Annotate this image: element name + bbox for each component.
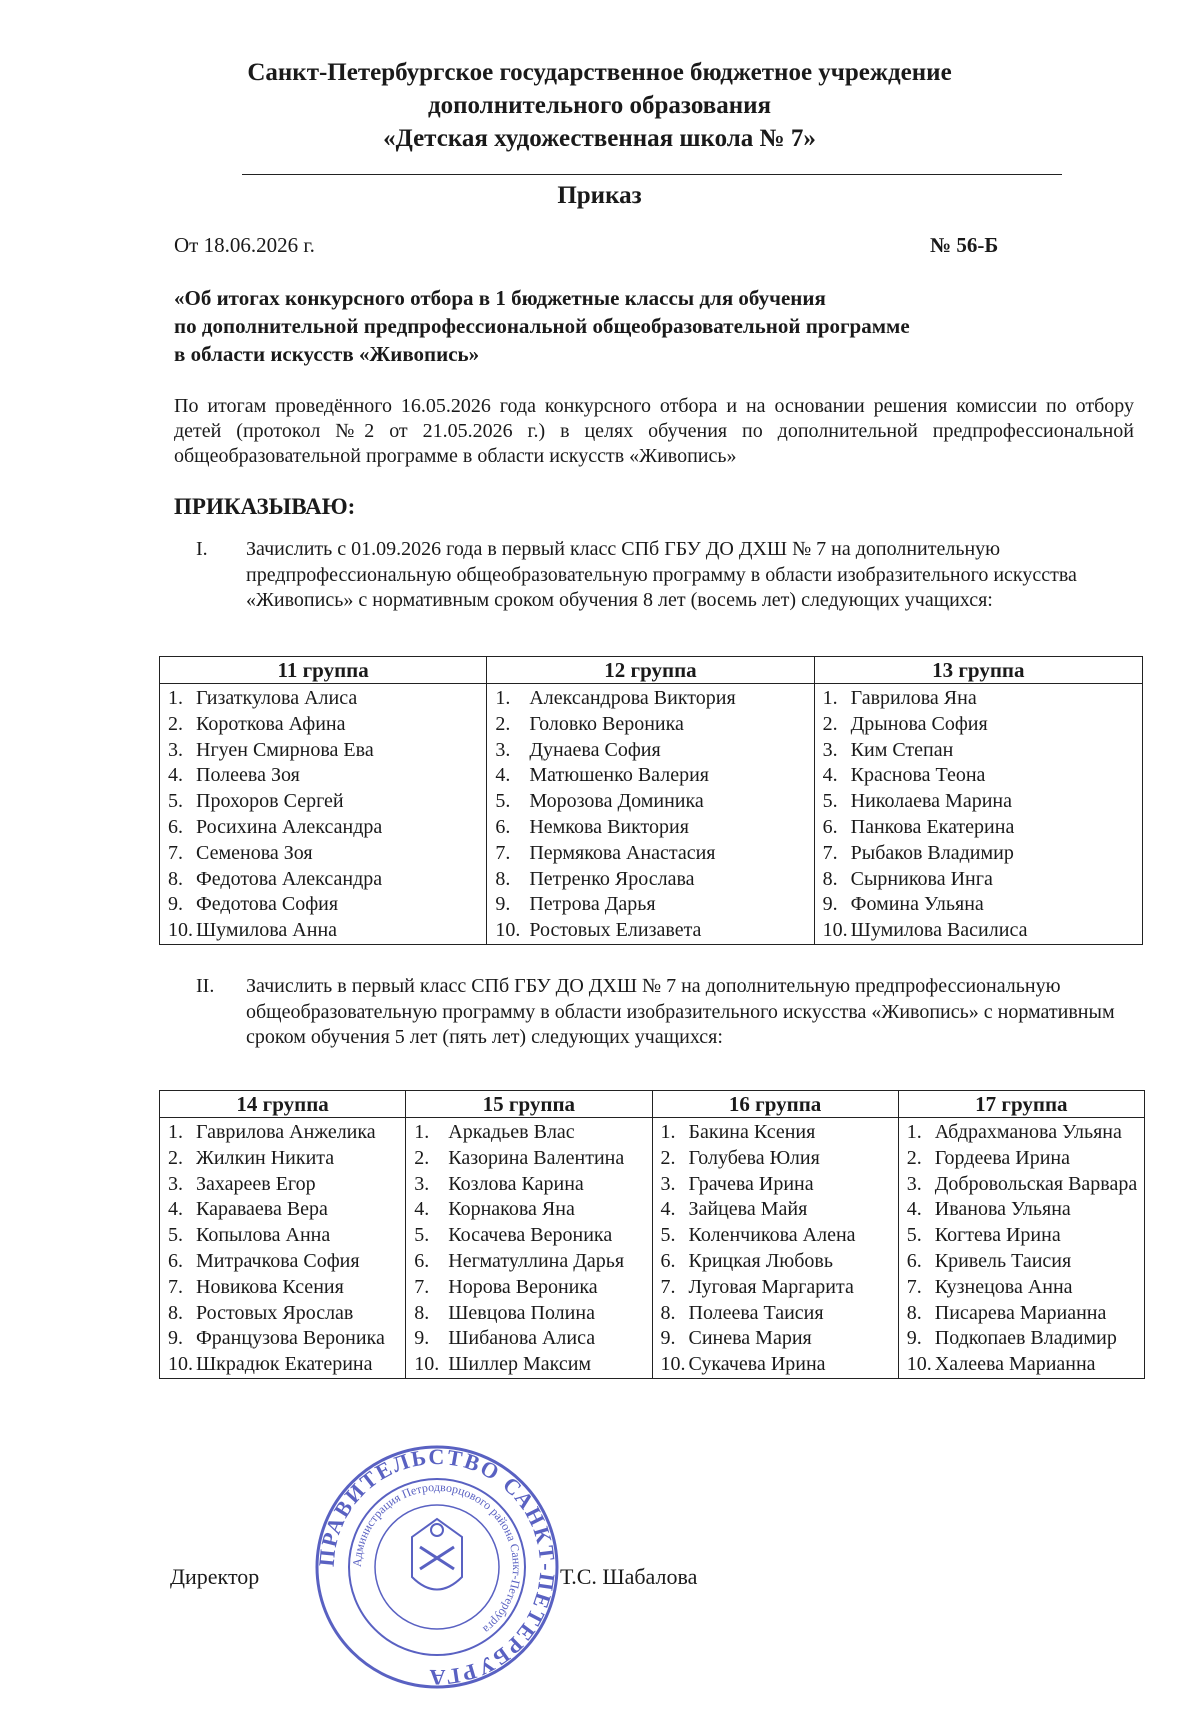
enrollment-table-5-years	[159, 1090, 1145, 1379]
list-item	[495, 815, 813, 841]
list-item-number: 8.	[906, 1301, 922, 1324]
enrollment-table-8-years	[159, 656, 1143, 945]
student-name: Александрова Виктория	[529, 687, 736, 709]
list-item	[823, 867, 1142, 893]
group-12-list	[487, 684, 814, 945]
list-item-number: 7.	[168, 1275, 183, 1298]
student-name: Косачева Вероника	[448, 1224, 613, 1247]
list-item	[661, 1120, 898, 1146]
list-item	[661, 1223, 898, 1249]
student-name: Шибанова Алиса	[448, 1327, 596, 1350]
student-name: Нгуен Смирнова Ева	[196, 738, 374, 761]
list-item	[907, 1326, 1144, 1352]
list-item	[823, 712, 1142, 738]
student-name: Сукачева Ирина	[688, 1353, 826, 1376]
list-item-number: 6.	[822, 815, 838, 838]
list-item-number: 1.	[660, 1121, 676, 1143]
student-name: Краснова Теона	[850, 764, 986, 787]
list-item-number: 9.	[822, 893, 838, 916]
table-body-row	[160, 684, 1143, 945]
list-item-number: 1.	[168, 687, 183, 709]
list-item	[907, 1352, 1144, 1378]
list-item	[495, 892, 813, 918]
order-number: № 56-Б	[930, 233, 999, 257]
list-item-number: 3.	[168, 738, 183, 761]
list-item	[168, 1249, 405, 1275]
student-name: Ростовых Ярослав	[196, 1301, 354, 1324]
director-label: Директор	[170, 1564, 260, 1589]
list-item	[661, 1146, 898, 1172]
student-name: Грачева Ирина	[688, 1172, 814, 1195]
list-item-number: 5.	[414, 1224, 430, 1247]
list-item-number: 2.	[168, 712, 183, 735]
director-name: Т.С. Шабалова	[560, 1564, 698, 1589]
list-item-number: 6.	[660, 1249, 676, 1272]
list-item-number: 10.	[168, 919, 193, 942]
group-14-header: 14 группа	[160, 1091, 406, 1118]
list-item	[661, 1301, 898, 1327]
list-item-number: 8.	[414, 1301, 430, 1324]
list-item	[907, 1223, 1144, 1249]
student-name: Фомина Ульяна	[850, 893, 984, 916]
list-item	[907, 1172, 1144, 1198]
list-item-number: 9.	[414, 1327, 430, 1350]
list-item	[823, 918, 1142, 944]
list-item	[661, 1172, 898, 1198]
list-item-number: 9.	[168, 1327, 183, 1350]
student-name: Немкова Виктория	[529, 815, 689, 838]
list-item-number: 10.	[495, 919, 521, 942]
list-item-number: 8.	[495, 867, 511, 890]
list-item-number: 2.	[906, 1146, 922, 1169]
student-name: Кузнецова Анна	[934, 1275, 1073, 1298]
list-item	[414, 1120, 651, 1146]
item-2-number: II.	[196, 975, 215, 997]
student-name: Норова Вероника	[448, 1275, 598, 1298]
student-name: Петрова Дарья	[529, 893, 656, 916]
student-name: Коленчикова Алена	[688, 1224, 856, 1247]
list-item	[907, 1275, 1144, 1301]
order-subject	[174, 284, 1074, 368]
student-name: Петренко Ярослава	[529, 867, 695, 890]
student-name: Ростовых Елизавета	[529, 919, 702, 942]
student-name: Аркадьев Влас	[448, 1121, 575, 1143]
list-item-number: 6.	[495, 815, 511, 838]
list-item-number: 4.	[414, 1198, 430, 1221]
list-item-number: 9.	[168, 893, 183, 916]
student-name: Копылова Анна	[196, 1224, 331, 1247]
student-name: Казорина Валентина	[448, 1146, 625, 1169]
list-item-number: 10.	[414, 1353, 440, 1376]
subject-line-2: по дополнительной предпрофессиональной общеобразовательной программе	[174, 314, 910, 338]
list-item	[168, 738, 486, 764]
list-item-number: 7.	[168, 841, 183, 864]
student-name: Захареев Егор	[196, 1172, 316, 1195]
list-item	[168, 1146, 405, 1172]
list-item-number: 6.	[906, 1249, 922, 1272]
list-item	[414, 1301, 651, 1327]
list-item	[823, 738, 1142, 764]
list-item	[168, 867, 486, 893]
list-item	[907, 1301, 1144, 1327]
list-item-number: 3.	[414, 1172, 430, 1195]
student-name: Короткова Афина	[196, 712, 346, 735]
list-item	[168, 686, 486, 712]
student-name: Матюшенко Валерия	[529, 764, 709, 787]
group-17-list	[898, 1118, 1144, 1379]
list-item	[823, 815, 1142, 841]
student-name: Федотова Александра	[196, 867, 383, 890]
list-item-number: 2.	[660, 1146, 676, 1169]
list-item	[414, 1352, 651, 1378]
list-item-number: 2.	[822, 712, 838, 735]
student-name: Жилкин Никита	[196, 1146, 335, 1169]
list-item-number: 7.	[414, 1275, 430, 1298]
list-item	[823, 841, 1142, 867]
list-item	[168, 1120, 405, 1146]
list-item-number: 8.	[660, 1301, 676, 1324]
student-name: Халеева Марианна	[934, 1353, 1096, 1376]
list-item-number: 3.	[660, 1172, 676, 1195]
student-name: Дрынова София	[850, 712, 988, 735]
list-item	[907, 1146, 1144, 1172]
list-item-number: 2.	[168, 1146, 183, 1169]
student-name: Зайцева Майя	[688, 1198, 808, 1221]
list-item-number: 1.	[822, 687, 838, 709]
list-item	[168, 841, 486, 867]
student-name: Шумилова Василиса	[850, 919, 1028, 942]
student-name: Негматуллина Дарья	[448, 1249, 625, 1272]
list-item	[495, 841, 813, 867]
list-item-number: 8.	[822, 867, 838, 890]
student-name: Иванова Ульяна	[934, 1198, 1071, 1221]
student-name: Писарева Марианна	[934, 1301, 1107, 1324]
list-item	[168, 1301, 405, 1327]
student-name: Шкрадюк Екатерина	[196, 1353, 373, 1376]
list-item	[823, 789, 1142, 815]
table-header-row	[160, 657, 1143, 684]
list-item-number: 3.	[822, 738, 838, 761]
list-item-number: 7.	[906, 1275, 922, 1298]
student-name: Луговая Маргарита	[688, 1275, 854, 1298]
student-name: Митрачкова София	[196, 1249, 360, 1272]
list-item-number: 10.	[822, 919, 848, 942]
list-item-number: 4.	[906, 1198, 922, 1221]
student-name: Когтева Ирина	[934, 1224, 1061, 1247]
student-name: Абдрахманова Ульяна	[934, 1121, 1122, 1143]
list-item	[661, 1249, 898, 1275]
document-title: Приказ	[557, 182, 642, 209]
list-item-number: 5.	[168, 790, 183, 813]
list-item	[168, 918, 486, 944]
list-item	[168, 1172, 405, 1198]
student-name: Морозова Доминика	[529, 790, 704, 813]
subject-line-1: «Об итогах конкурсного отбора в 1 бюджетные классы для обучения	[174, 286, 826, 310]
list-item	[907, 1120, 1144, 1146]
list-item-number: 10.	[168, 1353, 193, 1376]
list-item-number: 7.	[660, 1275, 676, 1298]
list-item	[661, 1326, 898, 1352]
list-item-number: 9.	[660, 1327, 676, 1350]
item-1-number: I.	[196, 538, 208, 560]
student-name: Федотова София	[196, 893, 339, 916]
list-item	[907, 1249, 1144, 1275]
student-name: Рыбаков Владимир	[850, 841, 1014, 864]
student-name: Гизаткулова Алиса	[196, 687, 358, 709]
subject-line-3: в области искусств «Живопись»	[174, 342, 480, 366]
student-name: Шевцова Полина	[448, 1301, 595, 1324]
list-item	[168, 1197, 405, 1223]
list-item-number: 5.	[168, 1224, 183, 1247]
list-item-number: 5.	[495, 790, 511, 813]
list-item	[661, 1197, 898, 1223]
intro-paragraph: По итогам проведённого 16.05.2026 года конкурсного отбора и на основании решения комиссии по отбору детей (протокол №2 от 21.05.2026 г.) в целях обучения по дополнительной предпрофессиональной общеобразовательной программе в области искусств «Живопись»	[174, 395, 1134, 467]
item-1-text: Зачислить с 01.09.2026 года в первый класс СПб ГБУ ДО ДХШ № 7 на дополнительную предпрофессиональную общеобразовательную программу в области изобразительного искусства «Живопись» с нормативным сроком обучения 8 лет (восемь лет) следующих учащихся:	[246, 538, 1077, 611]
student-name: Новикова Ксения	[196, 1275, 344, 1298]
student-name: Полеева Таисия	[688, 1301, 824, 1324]
list-item-number: 4.	[495, 764, 511, 787]
group-14-list	[160, 1118, 406, 1379]
list-item-number: 5.	[906, 1224, 922, 1247]
student-name: Шумилова Анна	[196, 919, 338, 942]
list-item	[495, 867, 813, 893]
list-item	[907, 1197, 1144, 1223]
institution-header	[0, 56, 1199, 155]
list-item	[168, 1352, 405, 1378]
group-13-list	[814, 684, 1142, 945]
group-16-header: 16 группа	[652, 1091, 898, 1118]
group-15-header: 15 группа	[406, 1091, 652, 1118]
order-word: ПРИКАЗЫВАЮ:	[174, 494, 356, 519]
student-name: Французова Вероника	[196, 1327, 385, 1350]
item-2-text: Зачислить в первый класс СПб ГБУ ДО ДХШ № 7 на дополнительную предпрофессиональную общеобразовательную программу в области изобразительного искусства «Живопись» с нормативным сроком обучения 5 лет (пять лет) следующих учащихся:	[246, 975, 1115, 1048]
list-item	[414, 1146, 651, 1172]
list-item-number: 8.	[168, 1301, 183, 1324]
student-name: Гаврилова Анжелика	[196, 1121, 376, 1143]
list-item-number: 10.	[660, 1353, 686, 1376]
list-item	[168, 789, 486, 815]
list-item-number: 1.	[414, 1121, 430, 1143]
stamp-outer-text: ПРАВИТЕЛЬСТВО САНКТ-ПЕТЕРБУРГА	[313, 1443, 561, 1691]
list-item	[495, 686, 813, 712]
header-line-2: дополнительного образования	[427, 92, 772, 119]
list-item	[414, 1275, 651, 1301]
group-16-list	[652, 1118, 898, 1379]
student-name: Сырникова Инга	[850, 867, 993, 890]
student-name: Панкова Екатерина	[850, 815, 1015, 838]
student-name: Козлова Карина	[448, 1172, 584, 1195]
student-name: Шиллер Максим	[448, 1353, 592, 1376]
list-item	[414, 1223, 651, 1249]
list-item	[823, 763, 1142, 789]
student-name: Гордеева Ирина	[934, 1146, 1071, 1169]
table-header-row	[160, 1091, 1145, 1118]
list-item-number: 4.	[168, 1198, 183, 1221]
list-item-number: 2.	[414, 1146, 430, 1169]
list-item	[495, 789, 813, 815]
list-item	[823, 892, 1142, 918]
list-item	[168, 1275, 405, 1301]
list-item-number: 6.	[168, 815, 183, 838]
student-name: Кривель Таисия	[934, 1249, 1072, 1272]
list-item-number: 3.	[495, 738, 511, 761]
list-item-number: 5.	[660, 1224, 676, 1247]
group-11-list	[160, 684, 487, 945]
student-name: Голубева Юлия	[688, 1146, 820, 1169]
student-name: Прохоров Сергей	[196, 790, 344, 813]
student-name: Головко Вероника	[529, 712, 684, 735]
group-12-header: 12 группа	[487, 657, 814, 684]
student-name: Крицкая Любовь	[688, 1249, 833, 1272]
student-name: Росихина Александра	[196, 815, 383, 838]
student-name: Ким Степан	[850, 738, 954, 761]
list-item-number: 4.	[660, 1198, 676, 1221]
group-17-header: 17 группа	[898, 1091, 1144, 1118]
header-line-1: Санкт-Петербургское государственное бюджетное учреждение	[247, 59, 952, 86]
list-item-number: 4.	[822, 764, 838, 787]
table-body-row	[160, 1118, 1145, 1379]
list-item-number: 3.	[168, 1172, 183, 1195]
list-item	[661, 1275, 898, 1301]
student-name: Синева Мария	[688, 1327, 812, 1350]
list-item-number: 9.	[495, 893, 511, 916]
student-name: Добровольская Варвара	[934, 1172, 1138, 1195]
list-item	[168, 1223, 405, 1249]
list-item	[414, 1197, 651, 1223]
list-item	[495, 918, 813, 944]
order-date: От 18.06.2026 г.	[174, 233, 315, 257]
group-15-list	[406, 1118, 652, 1379]
list-item	[168, 1326, 405, 1352]
list-item	[168, 712, 486, 738]
student-name: Семенова Зоя	[196, 841, 313, 864]
list-item-number: 1.	[168, 1121, 183, 1143]
list-item	[495, 763, 813, 789]
list-item-number: 10.	[906, 1353, 932, 1376]
group-13-header: 13 группа	[814, 657, 1142, 684]
list-item-number: 4.	[168, 764, 183, 787]
list-item	[495, 738, 813, 764]
list-item-number: 5.	[822, 790, 838, 813]
list-item	[661, 1352, 898, 1378]
list-item-number: 6.	[168, 1249, 183, 1272]
student-name: Дунаева София	[529, 738, 661, 761]
list-item	[168, 763, 486, 789]
stamp-inner-text: Администрация Петродворцового района Санкт-Петербурга	[349, 1479, 525, 1637]
list-item	[414, 1326, 651, 1352]
list-item-number: 7.	[822, 841, 838, 864]
list-item	[168, 892, 486, 918]
list-item-number: 1.	[906, 1121, 922, 1143]
header-line-3: «Детская художественная школа № 7»	[383, 125, 816, 152]
student-name: Гаврилова Яна	[850, 687, 977, 709]
student-name: Пермякова Анастасия	[529, 841, 716, 864]
group-11-header: 11 группа	[160, 657, 487, 684]
student-name: Корнакова Яна	[448, 1198, 575, 1221]
list-item-number: 3.	[906, 1172, 922, 1195]
list-item-number: 2.	[495, 712, 511, 735]
official-stamp	[312, 1442, 562, 1692]
list-item	[168, 815, 486, 841]
list-item-number: 8.	[168, 867, 183, 890]
student-name: Подкопаев Владимир	[934, 1327, 1117, 1350]
student-name: Николаева Марина	[850, 790, 1012, 813]
header-divider	[242, 174, 1062, 175]
list-item-number: 7.	[495, 841, 511, 864]
list-item-number: 6.	[414, 1249, 430, 1272]
list-item-number: 1.	[495, 687, 511, 709]
list-item	[414, 1249, 651, 1275]
list-item	[495, 712, 813, 738]
student-name: Караваева Вера	[196, 1198, 328, 1221]
list-item	[823, 686, 1142, 712]
list-item	[414, 1172, 651, 1198]
student-name: Полеева Зоя	[196, 764, 300, 787]
list-item-number: 9.	[906, 1327, 922, 1350]
student-name: Бакина Ксения	[688, 1121, 816, 1143]
